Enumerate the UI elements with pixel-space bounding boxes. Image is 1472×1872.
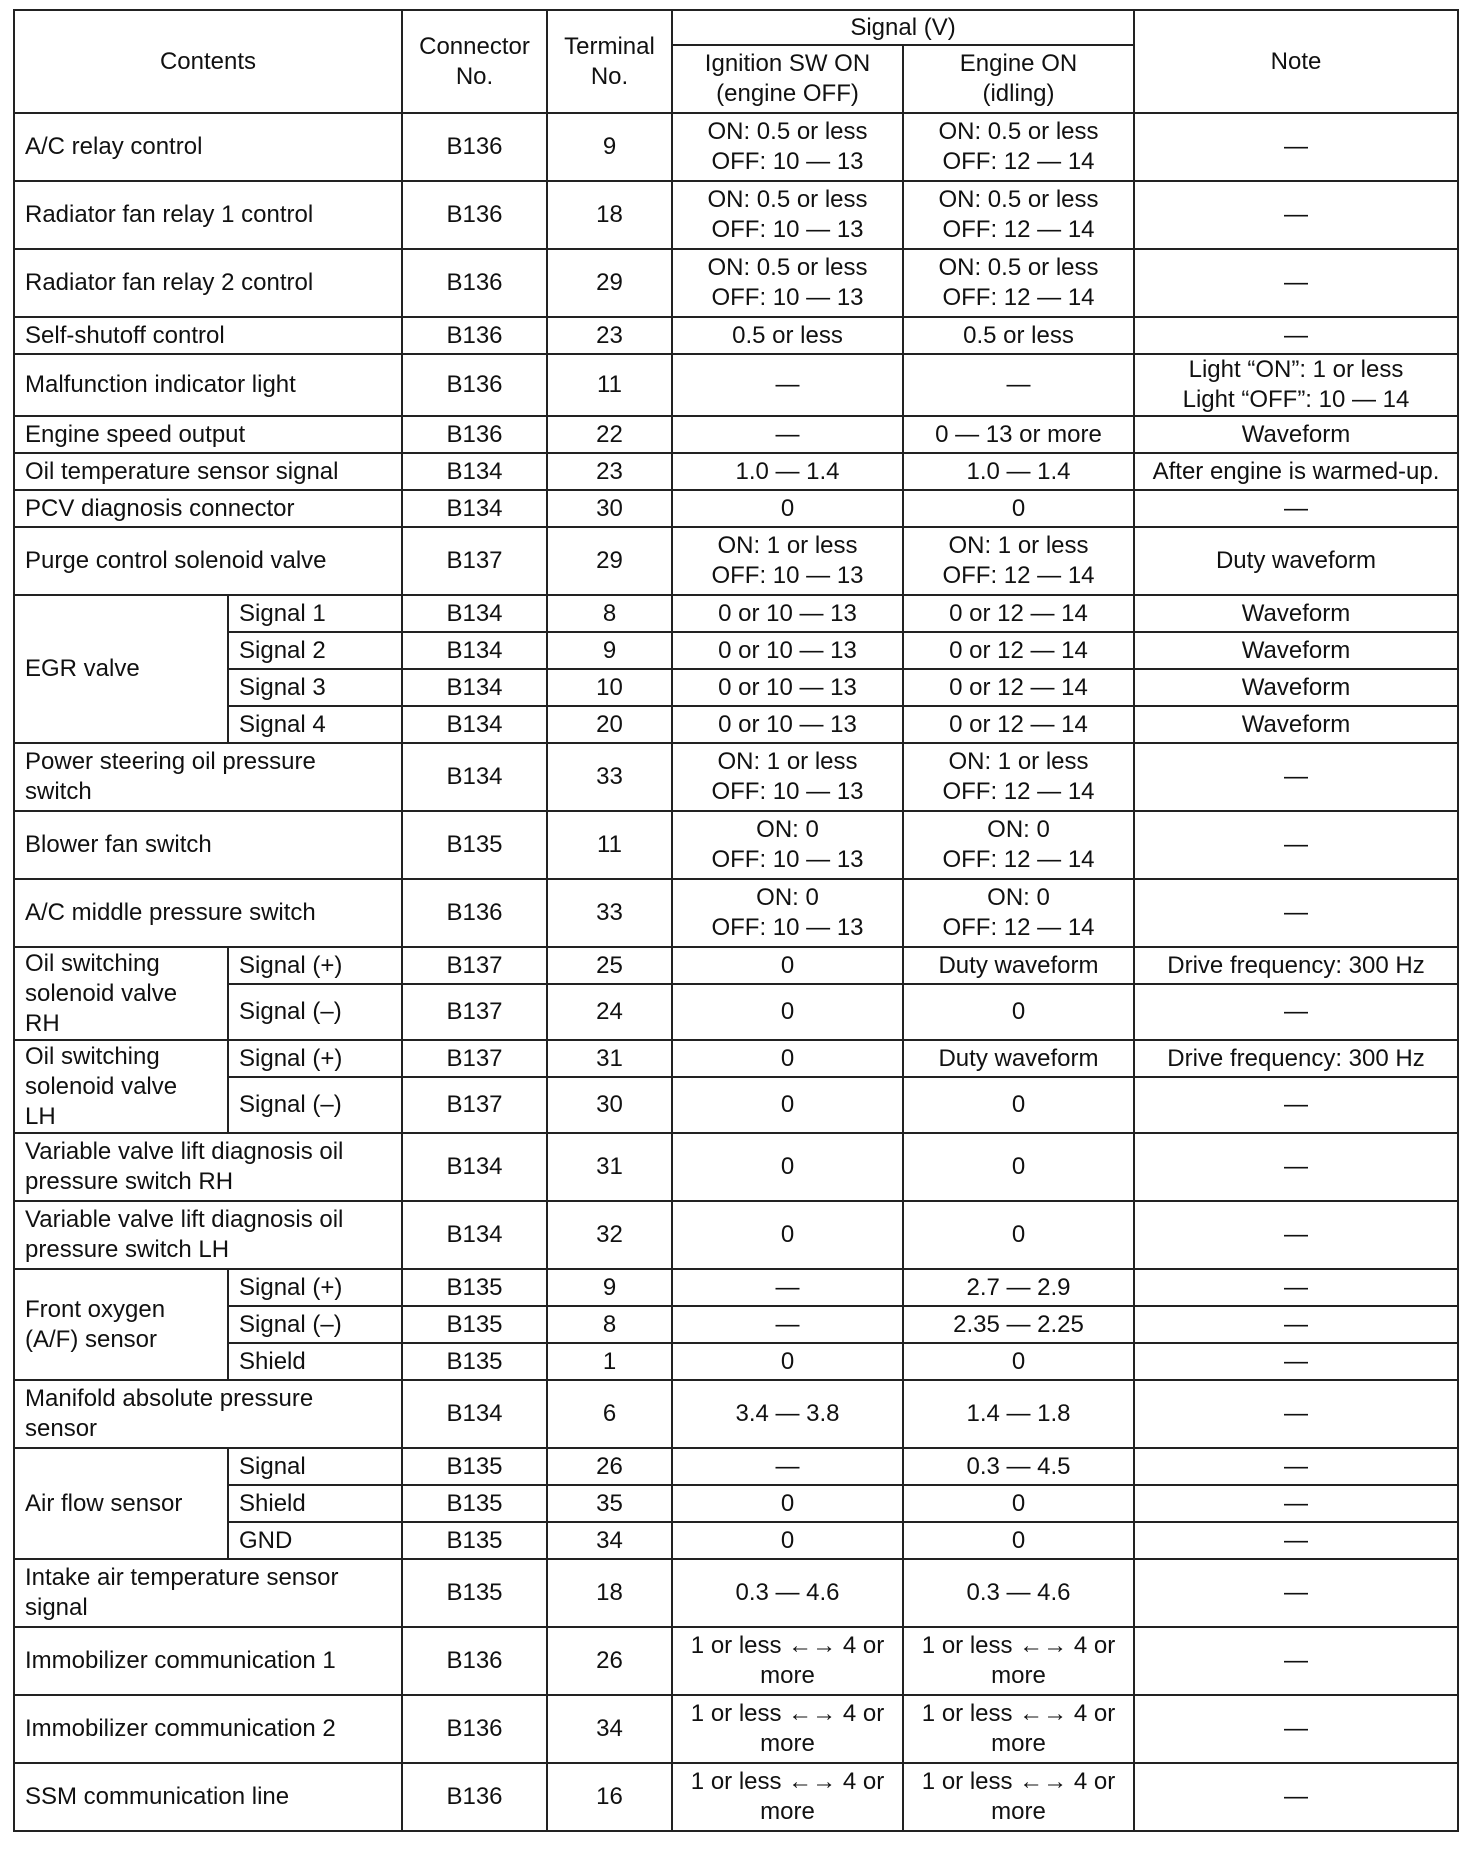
table-row bbox=[14, 317, 1458, 354]
table-row bbox=[14, 879, 1458, 947]
row-contents: Blower fan switch bbox=[14, 811, 402, 879]
row-terminal-no: 11 bbox=[547, 354, 672, 416]
row-ignition-on-value: ON: 0.5 or less OFF: 10 — 13 bbox=[672, 113, 903, 181]
row-contents: Variable valve lift diagnosis oil pressure switch RH bbox=[14, 1133, 402, 1201]
row-engine-on-value: 0 or 12 — 14 bbox=[903, 669, 1134, 706]
table-row bbox=[14, 1763, 1458, 1831]
row-engine-on-value: 0 bbox=[903, 1077, 1134, 1133]
row-terminal-no: 29 bbox=[547, 527, 672, 595]
row-connector-no: B135 bbox=[402, 1448, 547, 1485]
row-connector-no: B135 bbox=[402, 1343, 547, 1380]
row-contents: Malfunction indicator light bbox=[14, 354, 402, 416]
row-note: Drive frequency: 300 Hz bbox=[1134, 1040, 1458, 1077]
row-connector-no: B136 bbox=[402, 879, 547, 947]
row-engine-on-value: 0.3 — 4.6 bbox=[903, 1559, 1134, 1627]
row-note: Waveform bbox=[1134, 669, 1458, 706]
row-contents: Variable valve lift diagnosis oil pressure switch LH bbox=[14, 1201, 402, 1269]
row-terminal-no: 8 bbox=[547, 595, 672, 632]
row-ignition-on-value: — bbox=[672, 354, 903, 416]
row-connector-no: B136 bbox=[402, 354, 547, 416]
table-row bbox=[14, 1627, 1458, 1695]
row-connector-no: B137 bbox=[402, 1077, 547, 1133]
row-connector-no: B136 bbox=[402, 1627, 547, 1695]
row-terminal-no: 11 bbox=[547, 811, 672, 879]
table-row bbox=[14, 595, 1458, 632]
row-engine-on-value: 2.7 — 2.9 bbox=[903, 1269, 1134, 1306]
header-note: Note bbox=[1134, 10, 1458, 113]
row-sub-signal: Signal 1 bbox=[228, 595, 402, 632]
row-contents: Radiator fan relay 1 control bbox=[14, 181, 402, 249]
row-engine-on-value: ON: 0 OFF: 12 — 14 bbox=[903, 879, 1134, 947]
table-row bbox=[14, 1077, 1458, 1133]
table-row bbox=[14, 354, 1458, 416]
row-engine-on-value: 0 bbox=[903, 1133, 1134, 1201]
row-terminal-no: 30 bbox=[547, 1077, 672, 1133]
row-note: — bbox=[1134, 984, 1458, 1040]
row-note: Waveform bbox=[1134, 632, 1458, 669]
row-terminal-no: 34 bbox=[547, 1522, 672, 1559]
row-ignition-on-value: 1 or less ←→ 4 or more bbox=[672, 1763, 903, 1831]
row-connector-no: B137 bbox=[402, 1040, 547, 1077]
table-row bbox=[14, 743, 1458, 811]
table-row bbox=[14, 1485, 1458, 1522]
table-row bbox=[14, 416, 1458, 453]
row-note: — bbox=[1134, 1448, 1458, 1485]
row-connector-no: B135 bbox=[402, 1485, 547, 1522]
row-sub-signal: Signal 2 bbox=[228, 632, 402, 669]
row-connector-no: B137 bbox=[402, 984, 547, 1040]
row-contents: A/C relay control bbox=[14, 113, 402, 181]
header-signal: Signal (V) bbox=[672, 10, 1134, 45]
row-note: — bbox=[1134, 1380, 1458, 1448]
row-terminal-no: 33 bbox=[547, 879, 672, 947]
table-row bbox=[14, 1343, 1458, 1380]
row-engine-on-value: 0.5 or less bbox=[903, 317, 1134, 354]
row-connector-no: B134 bbox=[402, 1380, 547, 1448]
row-terminal-no: 25 bbox=[547, 947, 672, 984]
row-engine-on-value: 0 bbox=[903, 984, 1134, 1040]
table-row bbox=[14, 113, 1458, 181]
header-engine-on: Engine ON (idling) bbox=[903, 45, 1134, 113]
table-row bbox=[14, 1306, 1458, 1343]
row-terminal-no: 18 bbox=[547, 181, 672, 249]
header-ignition-on: Ignition SW ON (engine OFF) bbox=[672, 45, 903, 113]
row-terminal-no: 22 bbox=[547, 416, 672, 453]
row-terminal-no: 30 bbox=[547, 490, 672, 527]
row-terminal-no: 20 bbox=[547, 706, 672, 743]
row-terminal-no: 9 bbox=[547, 1269, 672, 1306]
row-ignition-on-value: 0 bbox=[672, 1343, 903, 1380]
row-terminal-no: 24 bbox=[547, 984, 672, 1040]
table-row bbox=[14, 1522, 1458, 1559]
row-sub-signal: Signal (+) bbox=[228, 1269, 402, 1306]
row-note: Light “ON”: 1 or less Light “OFF”: 10 — 14 bbox=[1134, 354, 1458, 416]
header-connector: Connector No. bbox=[402, 10, 547, 113]
row-terminal-no: 10 bbox=[547, 669, 672, 706]
row-contents: PCV diagnosis connector bbox=[14, 490, 402, 527]
row-engine-on-value: 1.4 — 1.8 bbox=[903, 1380, 1134, 1448]
row-contents: Immobilizer communication 1 bbox=[14, 1627, 402, 1695]
row-terminal-no: 33 bbox=[547, 743, 672, 811]
row-engine-on-value: ON: 0.5 or less OFF: 12 — 14 bbox=[903, 181, 1134, 249]
row-note: Drive frequency: 300 Hz bbox=[1134, 947, 1458, 984]
row-terminal-no: 23 bbox=[547, 453, 672, 490]
table-row bbox=[14, 1695, 1458, 1763]
row-connector-no: B135 bbox=[402, 811, 547, 879]
row-terminal-no: 26 bbox=[547, 1448, 672, 1485]
header-row-1 bbox=[14, 10, 1458, 45]
row-note: Waveform bbox=[1134, 416, 1458, 453]
row-connector-no: B136 bbox=[402, 1763, 547, 1831]
row-contents: A/C middle pressure switch bbox=[14, 879, 402, 947]
row-ignition-on-value: — bbox=[672, 1269, 903, 1306]
row-contents: Oil temperature sensor signal bbox=[14, 453, 402, 490]
row-engine-on-value: 1 or less ←→ 4 or more bbox=[903, 1627, 1134, 1695]
table-row bbox=[14, 527, 1458, 595]
row-ignition-on-value: — bbox=[672, 1306, 903, 1343]
row-connector-no: B134 bbox=[402, 743, 547, 811]
row-ignition-on-value: 0 bbox=[672, 947, 903, 984]
row-ignition-on-value: ON: 1 or less OFF: 10 — 13 bbox=[672, 527, 903, 595]
row-note: — bbox=[1134, 1695, 1458, 1763]
row-ignition-on-value: 0 bbox=[672, 1522, 903, 1559]
row-connector-no: B136 bbox=[402, 416, 547, 453]
row-engine-on-value: — bbox=[903, 354, 1134, 416]
row-engine-on-value: Duty waveform bbox=[903, 947, 1134, 984]
row-engine-on-value: 0 or 12 — 14 bbox=[903, 595, 1134, 632]
table-row bbox=[14, 947, 1458, 984]
row-note: — bbox=[1134, 113, 1458, 181]
row-connector-no: B134 bbox=[402, 632, 547, 669]
row-contents: Purge control solenoid valve bbox=[14, 527, 402, 595]
row-terminal-no: 29 bbox=[547, 249, 672, 317]
row-contents: Oil switching solenoid valve RH bbox=[14, 947, 228, 1040]
row-contents: Self-shutoff control bbox=[14, 317, 402, 354]
row-connector-no: B136 bbox=[402, 249, 547, 317]
row-terminal-no: 16 bbox=[547, 1763, 672, 1831]
table-row bbox=[14, 1040, 1458, 1077]
row-terminal-no: 35 bbox=[547, 1485, 672, 1522]
row-engine-on-value: 2.35 — 2.25 bbox=[903, 1306, 1134, 1343]
row-contents: EGR valve bbox=[14, 595, 228, 743]
row-contents: Engine speed output bbox=[14, 416, 402, 453]
row-connector-no: B134 bbox=[402, 453, 547, 490]
row-contents: Radiator fan relay 2 control bbox=[14, 249, 402, 317]
row-note: — bbox=[1134, 1077, 1458, 1133]
table-row bbox=[14, 984, 1458, 1040]
row-note: — bbox=[1134, 1763, 1458, 1831]
row-connector-no: B134 bbox=[402, 595, 547, 632]
row-connector-no: B135 bbox=[402, 1306, 547, 1343]
row-engine-on-value: 0 — 13 or more bbox=[903, 416, 1134, 453]
row-terminal-no: 18 bbox=[547, 1559, 672, 1627]
row-contents: Manifold absolute pressure sensor bbox=[14, 1380, 402, 1448]
row-engine-on-value: 0 bbox=[903, 1522, 1134, 1559]
row-note: Waveform bbox=[1134, 595, 1458, 632]
row-terminal-no: 32 bbox=[547, 1201, 672, 1269]
row-sub-signal: Signal (+) bbox=[228, 947, 402, 984]
row-contents: Intake air temperature sensor signal bbox=[14, 1559, 402, 1627]
row-engine-on-value: 1.0 — 1.4 bbox=[903, 453, 1134, 490]
row-ignition-on-value: 1 or less ←→ 4 or more bbox=[672, 1627, 903, 1695]
row-contents: SSM communication line bbox=[14, 1763, 402, 1831]
row-note: — bbox=[1134, 1627, 1458, 1695]
row-note: — bbox=[1134, 743, 1458, 811]
row-connector-no: B137 bbox=[402, 947, 547, 984]
row-contents: Power steering oil pressure switch bbox=[14, 743, 402, 811]
row-ignition-on-value: 0 or 10 — 13 bbox=[672, 669, 903, 706]
table-row bbox=[14, 1269, 1458, 1306]
row-note: — bbox=[1134, 879, 1458, 947]
row-ignition-on-value: 0 bbox=[672, 1201, 903, 1269]
row-terminal-no: 31 bbox=[547, 1133, 672, 1201]
row-note: Waveform bbox=[1134, 706, 1458, 743]
row-terminal-no: 1 bbox=[547, 1343, 672, 1380]
row-note: — bbox=[1134, 1522, 1458, 1559]
row-connector-no: B136 bbox=[402, 181, 547, 249]
row-note: — bbox=[1134, 1133, 1458, 1201]
row-ignition-on-value: 0 bbox=[672, 1485, 903, 1522]
row-note: — bbox=[1134, 181, 1458, 249]
row-note: — bbox=[1134, 249, 1458, 317]
row-ignition-on-value: 0.3 — 4.6 bbox=[672, 1559, 903, 1627]
row-sub-signal: Signal 3 bbox=[228, 669, 402, 706]
row-terminal-no: 31 bbox=[547, 1040, 672, 1077]
row-engine-on-value: 1 or less ←→ 4 or more bbox=[903, 1763, 1134, 1831]
row-connector-no: B134 bbox=[402, 669, 547, 706]
table-row bbox=[14, 669, 1458, 706]
row-contents: Oil switching solenoid valve LH bbox=[14, 1040, 228, 1133]
row-engine-on-value: ON: 0 OFF: 12 — 14 bbox=[903, 811, 1134, 879]
row-connector-no: B137 bbox=[402, 527, 547, 595]
row-sub-signal: Shield bbox=[228, 1485, 402, 1522]
table-row bbox=[14, 1201, 1458, 1269]
row-engine-on-value: 0 or 12 — 14 bbox=[903, 706, 1134, 743]
row-ignition-on-value: 3.4 — 3.8 bbox=[672, 1380, 903, 1448]
row-connector-no: B136 bbox=[402, 113, 547, 181]
row-engine-on-value: 1 or less ←→ 4 or more bbox=[903, 1695, 1134, 1763]
row-connector-no: B135 bbox=[402, 1559, 547, 1627]
row-contents: Air flow sensor bbox=[14, 1448, 228, 1559]
row-ignition-on-value: 0 bbox=[672, 1040, 903, 1077]
row-engine-on-value: Duty waveform bbox=[903, 1040, 1134, 1077]
header-contents: Contents bbox=[14, 10, 402, 113]
row-engine-on-value: ON: 1 or less OFF: 12 — 14 bbox=[903, 527, 1134, 595]
header-terminal: Terminal No. bbox=[547, 10, 672, 113]
row-ignition-on-value: 1.0 — 1.4 bbox=[672, 453, 903, 490]
row-terminal-no: 9 bbox=[547, 632, 672, 669]
row-sub-signal: Shield bbox=[228, 1343, 402, 1380]
row-ignition-on-value: 0 or 10 — 13 bbox=[672, 595, 903, 632]
row-note: — bbox=[1134, 1485, 1458, 1522]
table-row bbox=[14, 490, 1458, 527]
row-note: Duty waveform bbox=[1134, 527, 1458, 595]
table-row bbox=[14, 632, 1458, 669]
row-ignition-on-value: ON: 0.5 or less OFF: 10 — 13 bbox=[672, 249, 903, 317]
row-ignition-on-value: 0 or 10 — 13 bbox=[672, 706, 903, 743]
row-terminal-no: 6 bbox=[547, 1380, 672, 1448]
row-engine-on-value: 0 bbox=[903, 490, 1134, 527]
table-row bbox=[14, 1133, 1458, 1201]
row-note: After engine is warmed-up. bbox=[1134, 453, 1458, 490]
row-engine-on-value: ON: 1 or less OFF: 12 — 14 bbox=[903, 743, 1134, 811]
table-row bbox=[14, 1380, 1458, 1448]
row-sub-signal: Signal (+) bbox=[228, 1040, 402, 1077]
table-row bbox=[14, 181, 1458, 249]
row-note: — bbox=[1134, 490, 1458, 527]
row-connector-no: B136 bbox=[402, 317, 547, 354]
row-connector-no: B134 bbox=[402, 490, 547, 527]
row-sub-signal: GND bbox=[228, 1522, 402, 1559]
row-sub-signal: Signal (–) bbox=[228, 984, 402, 1040]
row-note: — bbox=[1134, 317, 1458, 354]
row-note: — bbox=[1134, 1306, 1458, 1343]
row-connector-no: B135 bbox=[402, 1522, 547, 1559]
row-sub-signal: Signal 4 bbox=[228, 706, 402, 743]
row-terminal-no: 26 bbox=[547, 1627, 672, 1695]
table-row bbox=[14, 811, 1458, 879]
row-terminal-no: 23 bbox=[547, 317, 672, 354]
row-terminal-no: 9 bbox=[547, 113, 672, 181]
table-row bbox=[14, 453, 1458, 490]
table-row bbox=[14, 706, 1458, 743]
row-ignition-on-value: 0 bbox=[672, 984, 903, 1040]
table-row bbox=[14, 1559, 1458, 1627]
row-connector-no: B134 bbox=[402, 1201, 547, 1269]
row-ignition-on-value: ON: 0 OFF: 10 — 13 bbox=[672, 811, 903, 879]
row-connector-no: B134 bbox=[402, 706, 547, 743]
row-engine-on-value: 0 or 12 — 14 bbox=[903, 632, 1134, 669]
row-engine-on-value: ON: 0.5 or less OFF: 12 — 14 bbox=[903, 249, 1134, 317]
row-sub-signal: Signal (–) bbox=[228, 1077, 402, 1133]
row-engine-on-value: ON: 0.5 or less OFF: 12 — 14 bbox=[903, 113, 1134, 181]
row-ignition-on-value: ON: 0 OFF: 10 — 13 bbox=[672, 879, 903, 947]
row-note: — bbox=[1134, 1343, 1458, 1380]
row-terminal-no: 34 bbox=[547, 1695, 672, 1763]
row-engine-on-value: 0 bbox=[903, 1343, 1134, 1380]
row-ignition-on-value: — bbox=[672, 416, 903, 453]
row-ignition-on-value: — bbox=[672, 1448, 903, 1485]
row-ignition-on-value: 0 bbox=[672, 490, 903, 527]
row-ignition-on-value: 1 or less ←→ 4 or more bbox=[672, 1695, 903, 1763]
row-connector-no: B135 bbox=[402, 1269, 547, 1306]
row-terminal-no: 8 bbox=[547, 1306, 672, 1343]
row-ignition-on-value: ON: 1 or less OFF: 10 — 13 bbox=[672, 743, 903, 811]
row-engine-on-value: 0 bbox=[903, 1201, 1134, 1269]
row-ignition-on-value: 0 or 10 — 13 bbox=[672, 632, 903, 669]
row-sub-signal: Signal bbox=[228, 1448, 402, 1485]
table-row bbox=[14, 1448, 1458, 1485]
row-note: — bbox=[1134, 1201, 1458, 1269]
row-ignition-on-value: 0.5 or less bbox=[672, 317, 903, 354]
row-sub-signal: Signal (–) bbox=[228, 1306, 402, 1343]
row-note: — bbox=[1134, 811, 1458, 879]
row-engine-on-value: 0.3 — 4.5 bbox=[903, 1448, 1134, 1485]
row-ignition-on-value: ON: 0.5 or less OFF: 10 — 13 bbox=[672, 181, 903, 249]
row-ignition-on-value: 0 bbox=[672, 1077, 903, 1133]
row-note: — bbox=[1134, 1559, 1458, 1627]
table-row bbox=[14, 249, 1458, 317]
row-engine-on-value: 0 bbox=[903, 1485, 1134, 1522]
row-contents: Front oxygen (A/F) sensor bbox=[14, 1269, 228, 1380]
signal-table bbox=[13, 9, 1459, 1832]
row-contents: Immobilizer communication 2 bbox=[14, 1695, 402, 1763]
row-connector-no: B134 bbox=[402, 1133, 547, 1201]
row-ignition-on-value: 0 bbox=[672, 1133, 903, 1201]
row-connector-no: B136 bbox=[402, 1695, 547, 1763]
row-note: — bbox=[1134, 1269, 1458, 1306]
